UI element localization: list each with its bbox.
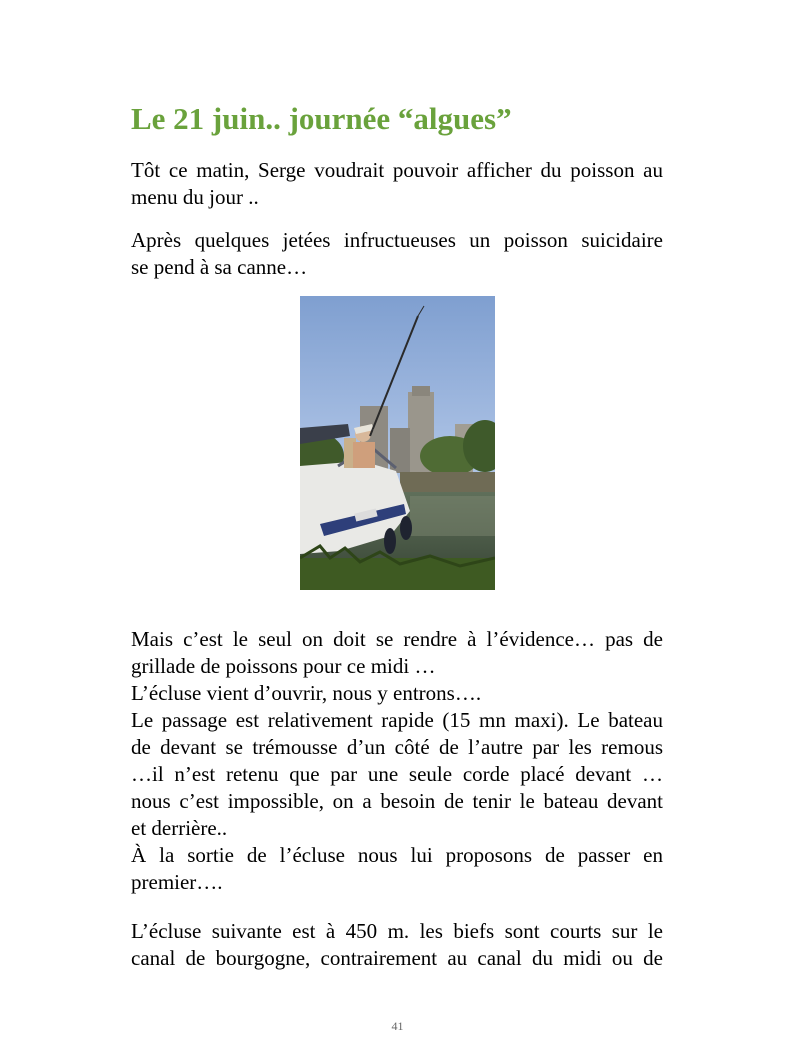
text-line: se pend à sa canne…: [131, 255, 308, 279]
text-line: et derrière..: [131, 816, 228, 840]
text-line: de devant se trémousse d’un côté de l’autre par les remous: [131, 735, 663, 759]
paragraph-1: [131, 157, 663, 211]
paragraph-4: [131, 918, 663, 972]
page-heading: Le 21 juin.. journée “algues”: [131, 101, 512, 136]
man-fishing-from-boat-photo: [300, 296, 495, 590]
page-number: 41: [391, 1019, 404, 1033]
text-line: nous c’est impossible, on a besoin de tenir le bateau devant: [131, 789, 663, 813]
text-line: À la sortie de l’écluse nous lui proposons de passer en: [131, 843, 663, 867]
text-line: menu du jour ..: [131, 185, 259, 209]
text-line: Tôt ce matin, Serge voudrait pouvoir afficher du poisson au: [131, 158, 663, 182]
text-line: L’écluse suivante est à 450 m. les biefs sont courts sur le: [131, 919, 663, 943]
text-line: premier….: [131, 870, 223, 894]
text-line: grillade de poissons pour ce midi …: [131, 654, 436, 678]
text-line: Mais c’est le seul on doit se rendre à l’évidence… pas de: [131, 627, 663, 651]
text-line: canal de bourgogne, contrairement au canal du midi ou de: [131, 946, 663, 970]
paragraph-2: [131, 227, 663, 281]
text-line: L’écluse vient d’ouvrir, nous y entrons….: [131, 681, 482, 705]
paragraph-3: [131, 626, 663, 896]
text-line: …il n’est retenu que par une seule corde placé devant …: [131, 762, 663, 786]
text-line: Le passage est relativement rapide (15 mn maxi). Le bateau: [131, 708, 663, 732]
text-line: Après quelques jetées infructueuses un poisson suicidaire: [131, 228, 663, 252]
